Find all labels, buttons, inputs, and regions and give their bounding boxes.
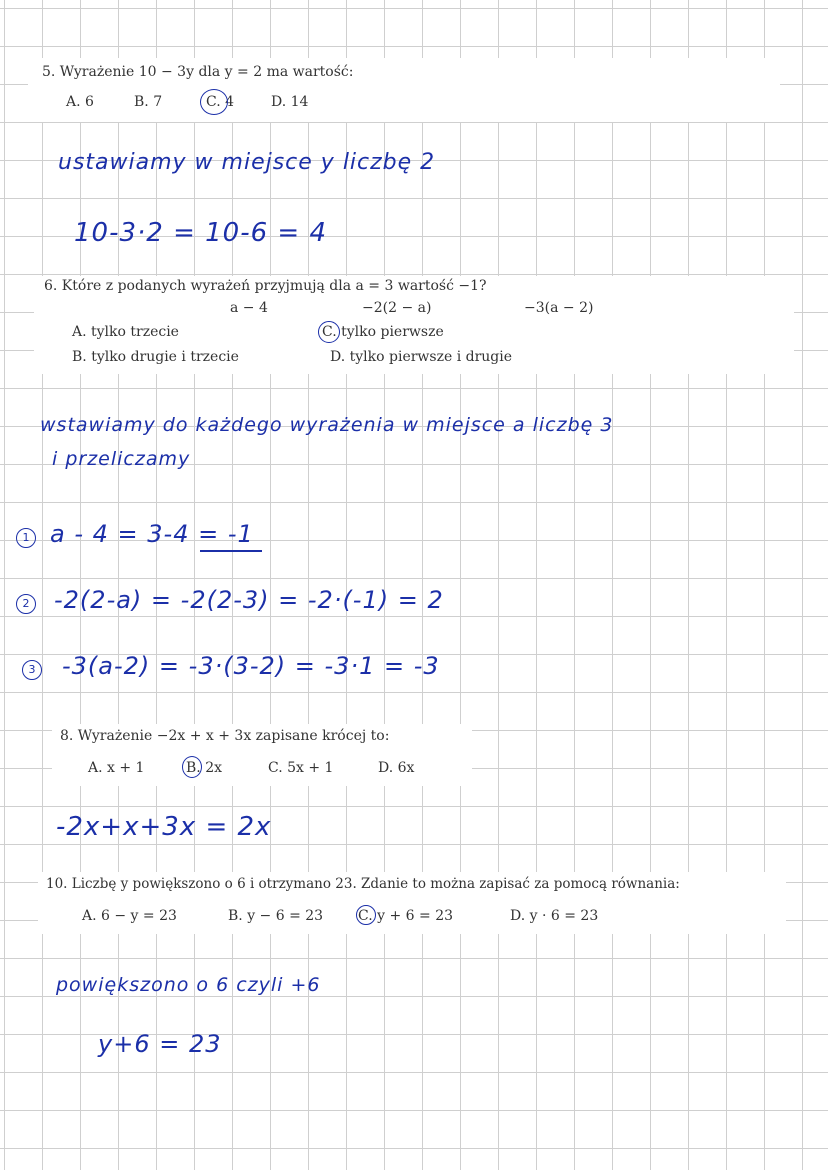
q8-option-d[interactable]: D. 6x bbox=[378, 760, 415, 776]
q6-question: 6. Które z podanych wyrażeń przyjmują dla a = 3 wartość −1? bbox=[44, 278, 487, 294]
q10-answer-circle bbox=[356, 905, 376, 925]
q6-step-1-underline bbox=[200, 550, 262, 552]
q10-hand-calc: y+6 = 23 bbox=[98, 1030, 222, 1058]
q8-question: 8. Wyrażenie −2x + x + 3x zapisane krócej to: bbox=[60, 728, 390, 744]
q10-option-a[interactable]: A. 6 − y = 23 bbox=[82, 908, 177, 924]
q6-step-1: a - 4 = 3-4 = -1 bbox=[50, 520, 254, 548]
q8-option-a[interactable]: A. x + 1 bbox=[88, 760, 145, 776]
q6-option-d[interactable]: D. tylko pierwsze i drugie bbox=[330, 349, 513, 365]
q6-hand-note-2: i przeliczamy bbox=[52, 448, 191, 470]
q10-question: 10. Liczbę y powiększono o 6 i otrzymano 23. Zdanie to można zapisać za pomocą równania: bbox=[46, 876, 680, 892]
q5-answer-circle bbox=[200, 89, 228, 115]
q5-hand-note: ustawiamy w miejsce y liczbę 2 bbox=[58, 150, 436, 175]
q10-block bbox=[38, 872, 786, 934]
q6-expression-2: −2(2 − a) bbox=[362, 300, 432, 316]
q6-hand-note: wstawiamy do każdego wyrażenia w miejsce a liczbę 3 bbox=[40, 414, 614, 436]
q5-block bbox=[28, 58, 780, 122]
q8-answer-circle bbox=[182, 756, 202, 778]
q5-option-c[interactable]: C. 4 bbox=[206, 94, 235, 110]
q10-option-c[interactable]: C. y + 6 = 23 bbox=[358, 908, 454, 924]
q10-option-b[interactable]: B. y − 6 = 23 bbox=[228, 908, 324, 924]
q6-expression-3: −3(a − 2) bbox=[524, 300, 594, 316]
q6-step-3-number: 3 bbox=[22, 660, 42, 680]
q8-block bbox=[52, 724, 472, 786]
q6-step-2: -2(2-a) = -2(2-3) = -2·(-1) = 2 bbox=[54, 586, 444, 614]
q5-question: 5. Wyrażenie 10 − 3y dla y = 2 ma wartość: bbox=[42, 64, 354, 80]
q5-option-b[interactable]: B. 7 bbox=[134, 94, 163, 110]
q6-option-c[interactable]: C. tylko pierwsze bbox=[322, 324, 444, 340]
q6-option-b[interactable]: B. tylko drugie i trzecie bbox=[72, 349, 239, 365]
q8-hand-calc: -2x+x+3x = 2x bbox=[56, 812, 272, 842]
q5-option-d[interactable]: D. 14 bbox=[271, 94, 309, 110]
q6-step-3: -3(a-2) = -3·(3-2) = -3·1 = -3 bbox=[62, 652, 440, 680]
q5-option-a[interactable]: A. 6 bbox=[66, 94, 94, 110]
q6-answer-circle bbox=[318, 321, 340, 343]
q5-hand-calc: 10-3·2 = 10-6 = 4 bbox=[74, 218, 327, 248]
q6-expression-1: a − 4 bbox=[230, 300, 268, 316]
q6-step-1-number: 1 bbox=[16, 528, 36, 548]
q8-option-b[interactable]: B. 2x bbox=[186, 760, 222, 776]
q6-option-a[interactable]: A. tylko trzecie bbox=[72, 324, 179, 340]
q10-hand-note: powiększono o 6 czyli +6 bbox=[56, 974, 321, 996]
q8-option-c[interactable]: C. 5x + 1 bbox=[268, 760, 334, 776]
q6-block bbox=[34, 276, 794, 374]
q6-step-2-number: 2 bbox=[16, 594, 36, 614]
q10-option-d[interactable]: D. y · 6 = 23 bbox=[510, 908, 599, 924]
